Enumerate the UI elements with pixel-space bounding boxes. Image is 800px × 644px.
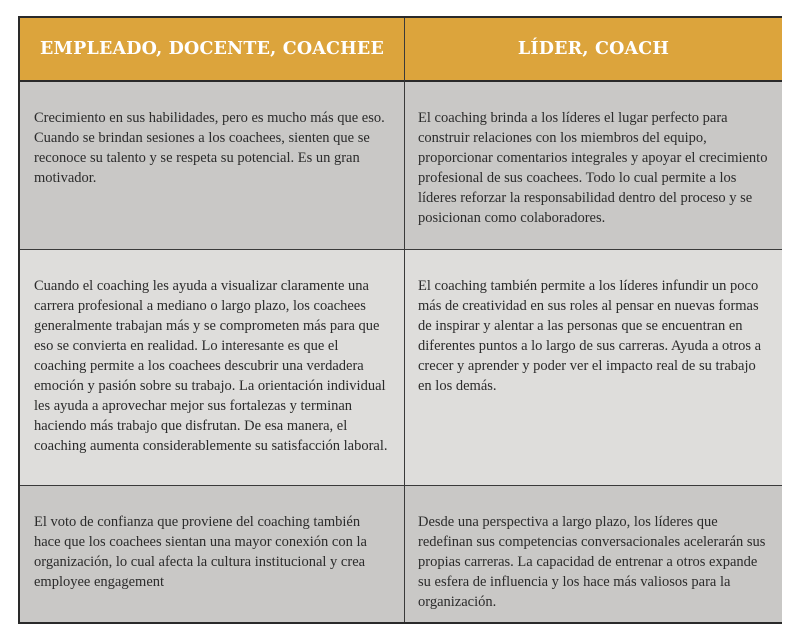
row-3-leader-cell: Desde una perspectiva a largo plazo, los líderes que redefinan sus competencias conversacionales acelerarán sus propias carreras. La capacidad de entrenar a otros expande su esfera de influencia y los hace más valiosos para la organización. (405, 486, 782, 622)
table-grid (20, 18, 780, 622)
row-3-employee-cell: El voto de confianza que proviene del coaching también hace que los coachees sientan una mayor conexión con la organización, lo cual afecta la cultura institucional y crea employee engagement (20, 486, 405, 622)
row-1-employee-cell: Crecimiento en sus habilidades, pero es mucho más que eso. Cuando se brindan sesiones a los coachees, sienten que se reconoce su talento y se respeta su potencial. Es un gran motivador. (20, 82, 405, 250)
header-leader-coach: LÍDER, COACH (405, 18, 782, 82)
row-1-leader-cell: El coaching brinda a los líderes el lugar perfecto para construir relaciones con los miembros del equipo, proporcionar comentarios integrales y apoyar el crecimiento profesional de sus coachees. Todo lo cual permite a los líderes reforzar la responsabilidad dentro del proceso y se posicionan como colaboradores. (405, 82, 782, 250)
row-2-leader-cell: El coaching también permite a los líderes infundir un poco más de creatividad en sus roles al pensar en nuevas formas de inspirar y alentar a las personas que se encuentran en diferentes puntos a lo largo de sus carreras. Ayuda a otros a crecer y aprender y poder ver el impacto real de su trabajo en los demás. (405, 250, 782, 486)
row-2-employee-cell: Cuando el coaching les ayuda a visualizar claramente una carrera profesional a mediano o largo plazo, los coachees generalmente trabajan más y se comprometen más para que eso se convierta en realidad. Lo interesante es que el coaching permite a los coachees descubrir una verdadera emoción y pasión sobre su trabajo. La orientación individual les ayuda a aprovechar mejor sus fortalezas y terminan haciendo más trabajo que disfrutan. De esa manera, el coaching aumenta considerablemente su satisfacción laboral. (20, 250, 405, 486)
comparison-table (18, 16, 782, 624)
header-employee-coachee: EMPLEADO, DOCENTE, COACHEE (20, 18, 405, 82)
